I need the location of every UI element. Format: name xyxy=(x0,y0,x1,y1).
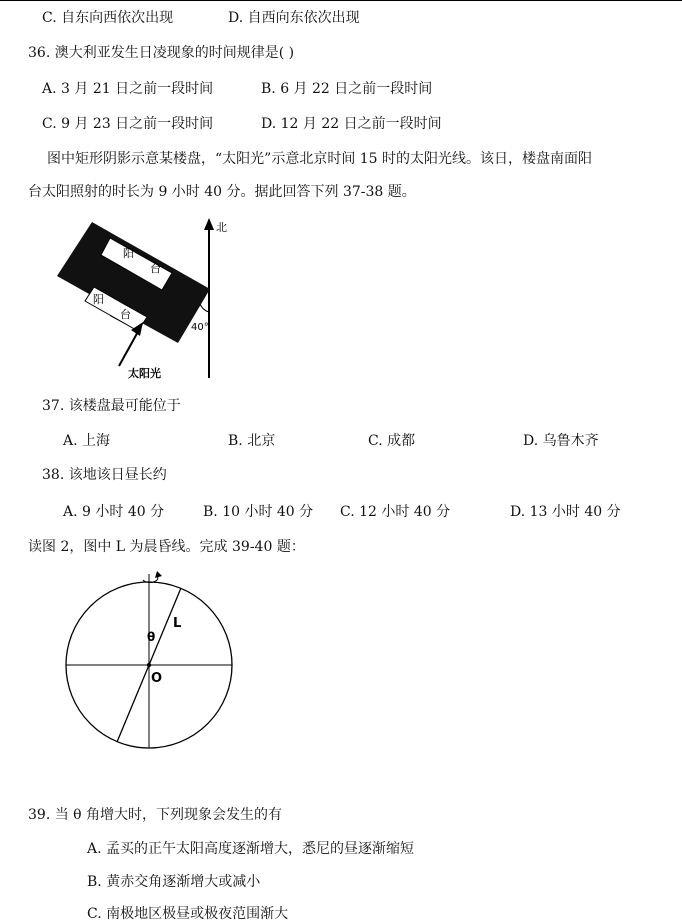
q37-option-c: C. 成都 xyxy=(368,433,416,449)
q39-option-b: B. 黄赤交角逐渐增大或减小 xyxy=(87,874,261,890)
q38-option-a: A. 9 小时 40 分 xyxy=(63,504,165,520)
figure-2-terminator-diagram xyxy=(60,560,250,750)
q38-option-d: D. 13 小时 40 分 xyxy=(510,504,621,520)
q38-option-b: B. 10 小时 40 分 xyxy=(203,504,314,520)
sunlight-label: 太阳光 xyxy=(128,367,161,380)
balcony-label-4: 台 xyxy=(120,308,131,321)
intro-37-38-line2: 台太阳照射的时长为 9 小时 40 分。据此回答下列 37-38 题。 xyxy=(28,184,416,200)
angle-label: 40° xyxy=(191,322,209,333)
q35-option-d: D. 自西向东依次出现 xyxy=(228,10,360,26)
q35-option-c: C. 自东向西依次出现 xyxy=(42,10,174,26)
q38-option-c: C. 12 小时 40 分 xyxy=(340,504,451,520)
q36-option-d: D. 12 月 22 日之前一段时间 xyxy=(261,116,442,132)
intro-37-38-line1: 图中矩形阴影示意某楼盘，“太阳光”示意北京时间 15 时的太阳光线。该日，楼盘南面阳 xyxy=(47,151,593,167)
north-arrow-head xyxy=(204,218,214,230)
figure-1-building-diagram xyxy=(50,212,240,382)
terminator-label: L xyxy=(173,616,182,631)
q38-stem: 38. 该地该日昼长约 xyxy=(42,467,167,483)
q39-option-a: A. 孟买的正午太阳高度逐渐增大，悉尼的昼逐渐缩短 xyxy=(87,841,415,857)
center-label: O xyxy=(151,671,163,686)
balcony-label-3: 阳 xyxy=(93,293,104,306)
top-rule xyxy=(0,0,682,1)
theta-label: θ xyxy=(147,630,156,644)
balcony-label-2: 台 xyxy=(150,262,161,275)
q39-option-c: C. 南极地区极昼或极夜范围渐大 xyxy=(87,906,289,922)
angle-arc xyxy=(200,304,209,312)
q37-option-a: A. 上海 xyxy=(63,433,111,449)
q36-option-a: A. 3 月 21 日之前一段时间 xyxy=(42,81,214,97)
intro-39-40: 读图 2，图中 L 为晨昏线。完成 39-40 题： xyxy=(28,539,305,555)
balcony-label-1: 阳 xyxy=(123,247,134,260)
north-label: 北 xyxy=(216,221,227,234)
q36-option-c: C. 9 月 23 日之前一段时间 xyxy=(42,116,214,132)
q37-option-d: D. 乌鲁木齐 xyxy=(523,433,599,449)
q37-stem: 37. 该楼盘最可能位于 xyxy=(42,398,181,414)
rotation-arrow-head xyxy=(155,571,162,578)
center-point xyxy=(147,663,151,667)
q36-stem: 36. 澳大利亚发生日凌现象的时间规律是( ) xyxy=(28,45,295,61)
q36-option-b: B. 6 月 22 日之前一段时间 xyxy=(261,81,433,97)
q37-option-b: B. 北京 xyxy=(228,433,276,449)
q39-stem: 39. 当 θ 角增大时，下列现象会发生的有 xyxy=(28,807,283,823)
